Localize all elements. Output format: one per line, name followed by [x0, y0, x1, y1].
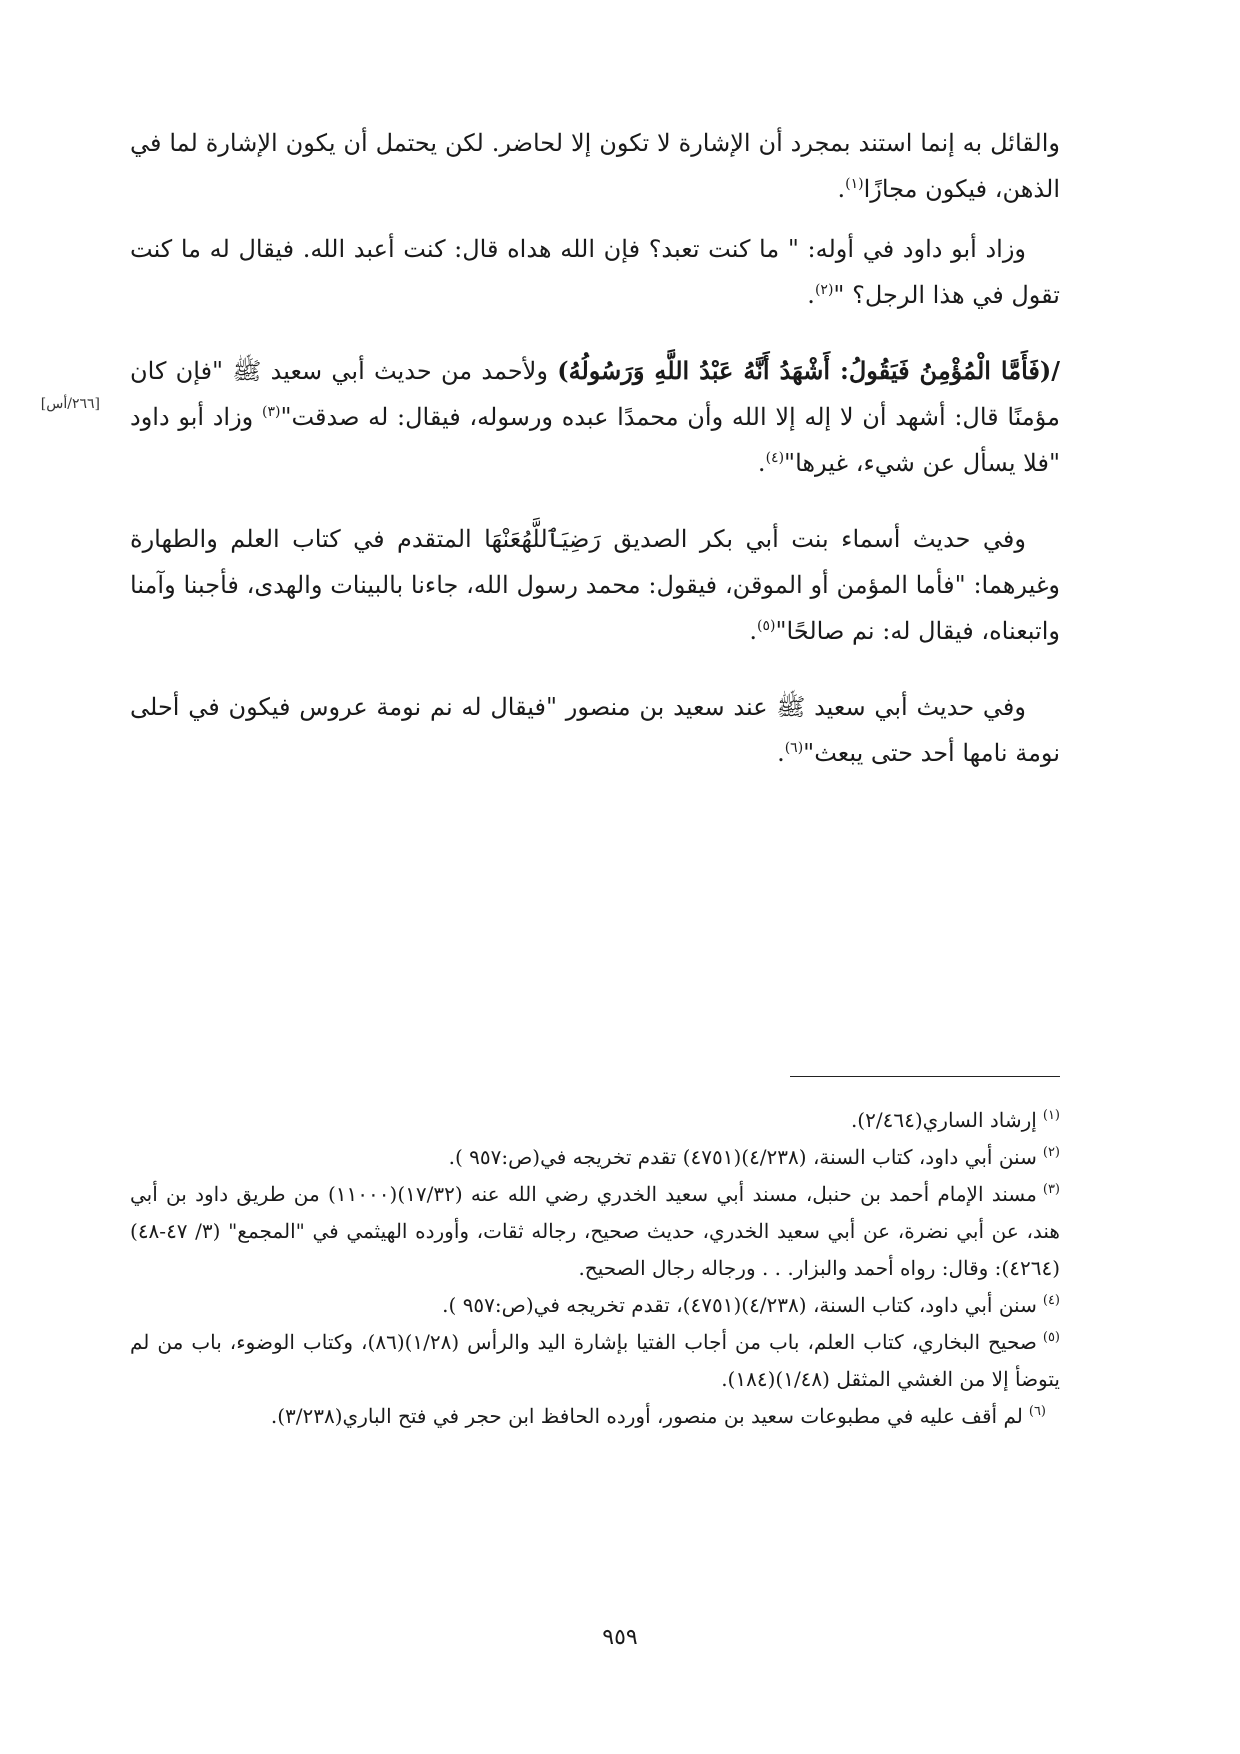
- hadith-quote: /(فَأَمَّا الْمُؤْمِنُ فَيَقُولُ: أَشْهَدُ أَنَّهُ عَبْدُ اللَّهِ وَرَسُولُهُ): [557, 356, 1061, 385]
- footnote-3: [130, 1176, 1060, 1287]
- paragraph-2-end: .: [807, 281, 815, 309]
- main-text: [130, 120, 1060, 776]
- footnote-number: (٦): [1028, 1404, 1046, 1420]
- page-number: ٩٥٩: [602, 1625, 638, 1650]
- paragraph-5-end: .: [777, 739, 785, 767]
- footnote-text: صحيح البخاري، كتاب العلم، باب من أجاب الفتيا بإشارة اليد والرأس (١/٢٨)(٨٦)، وكتاب الوضوء، باب من لم يتوضأ إلا من الغشي المثقل (١/٤٨)(١٨٤).: [130, 1330, 1060, 1391]
- footnote-ref-4[interactable]: (٤): [765, 450, 785, 466]
- paragraph-1-end: .: [837, 175, 846, 203]
- footnote-4: [130, 1287, 1060, 1324]
- paragraph-3-end: .: [757, 449, 766, 477]
- footnotes: [130, 1102, 1060, 1435]
- footnote-number: (٥): [1042, 1330, 1060, 1346]
- paragraph-5: [130, 684, 1060, 776]
- footnote-2: [130, 1139, 1060, 1176]
- footnote-ref-5[interactable]: (٥): [757, 618, 776, 634]
- paragraph-2: [130, 226, 1060, 318]
- footnote-ref-6[interactable]: (٦): [784, 740, 804, 756]
- paragraph-3-text: ولأحمد من حديث أبي سعيد ﷺ "فإن كان مؤمنًا قال: أشهد أن لا إله إلا الله وأن محمدًا عبده ورسوله، فيقال: له صدقت": [130, 357, 1060, 431]
- footnote-text: مسند الإمام أحمد بن حنبل، مسند أبي سعيد الخدري رضي الله عنه (١٧/٣٢)(١١٠٠٠) من طريق داود بن أبي هند، عن أبي نضرة، عن أبي سعيد الخدري، حديث صحيح، رجاله ثقات، وأورده الهيثمي في "المجمع" (٣/ ٤٧-٤٨)(٤٢٦٤): وقال: رواه أحمد والبزار. . . ورجاله رجال الصحيح.: [130, 1182, 1060, 1280]
- footnote-text: سنن أبي داود، كتاب السنة، (٤/٢٣٨)(٤٧٥١)، تقدم تخريجه في(ص:٩٥٧ ).: [442, 1293, 1037, 1317]
- footnote-number: (٣): [1042, 1182, 1060, 1198]
- footnote-5: [130, 1324, 1060, 1398]
- footnote-number: (١): [1042, 1108, 1060, 1124]
- footnote-text: إرشاد الساري(٢/٤٦٤).: [850, 1108, 1037, 1132]
- footnote-text: لم أقف عليه في مطبوعات سعيد بن منصور، أورده الحافظ ابن حجر في فتح الباري(٣/٢٣٨).: [270, 1404, 1023, 1428]
- footnote-ref-3[interactable]: (٣): [261, 404, 281, 420]
- footnote-1: [130, 1102, 1060, 1139]
- paragraph-1: [130, 120, 1060, 212]
- footnote-ref-2[interactable]: (٢): [814, 282, 834, 298]
- paragraph-4-end: .: [749, 617, 757, 645]
- paragraph-2-text: وزاد أبو داود في أوله: " ما كنت تعبد؟ فإن الله هداه قال: كنت أعبد الله. فيقال له ما كنت تقول في هذا الرجل؟ ": [130, 235, 1060, 309]
- footnote-divider: [790, 1076, 1060, 1077]
- margin-manuscript-reference: [٢٦٦/أس]: [40, 396, 100, 412]
- footnote-number: (٤): [1042, 1293, 1060, 1309]
- paragraph-4: [130, 516, 1060, 654]
- paragraph-5-text: وفي حديث أبي سعيد ﷺ عند سعيد بن منصور "فيقال له نم نومة عروس فيكون في أحلى نومة نامها أحد حتى يبعث": [130, 693, 1060, 767]
- paragraph-4-text: وفي حديث أسماء بنت أبي بكر الصديق رَضِيَٱللَّهُعَنْهَا المتقدم في كتاب العلم والطهارة وغيرهما: "فأما المؤمن أو الموقن، فيقول: محمد رسول الله، جاءنا بالبينات والهدى، فأجبنا وآمنا واتبعناه، فيقال له: نم صالحًا": [130, 525, 1060, 645]
- footnote-number: (٢): [1042, 1145, 1060, 1161]
- footnote-6: [130, 1398, 1060, 1435]
- footnote-text: سنن أبي داود، كتاب السنة، (٤/٢٣٨)(٤٧٥١) تقدم تخريجه في(ص:٩٥٧ ).: [448, 1145, 1037, 1169]
- paragraph-3-text-2: وزاد أبو داود "فلا يسأل عن شيء، غيرها": [130, 403, 1060, 477]
- footnote-ref-1[interactable]: (١): [845, 176, 864, 192]
- paragraph-1-text: والقائل به إنما استند بمجرد أن الإشارة لا تكون إلا لحاضر. لكن يحتمل أن يكون الإشارة لما في الذهن، فيكون مجازًا: [130, 129, 1060, 203]
- paragraph-3: [130, 348, 1060, 486]
